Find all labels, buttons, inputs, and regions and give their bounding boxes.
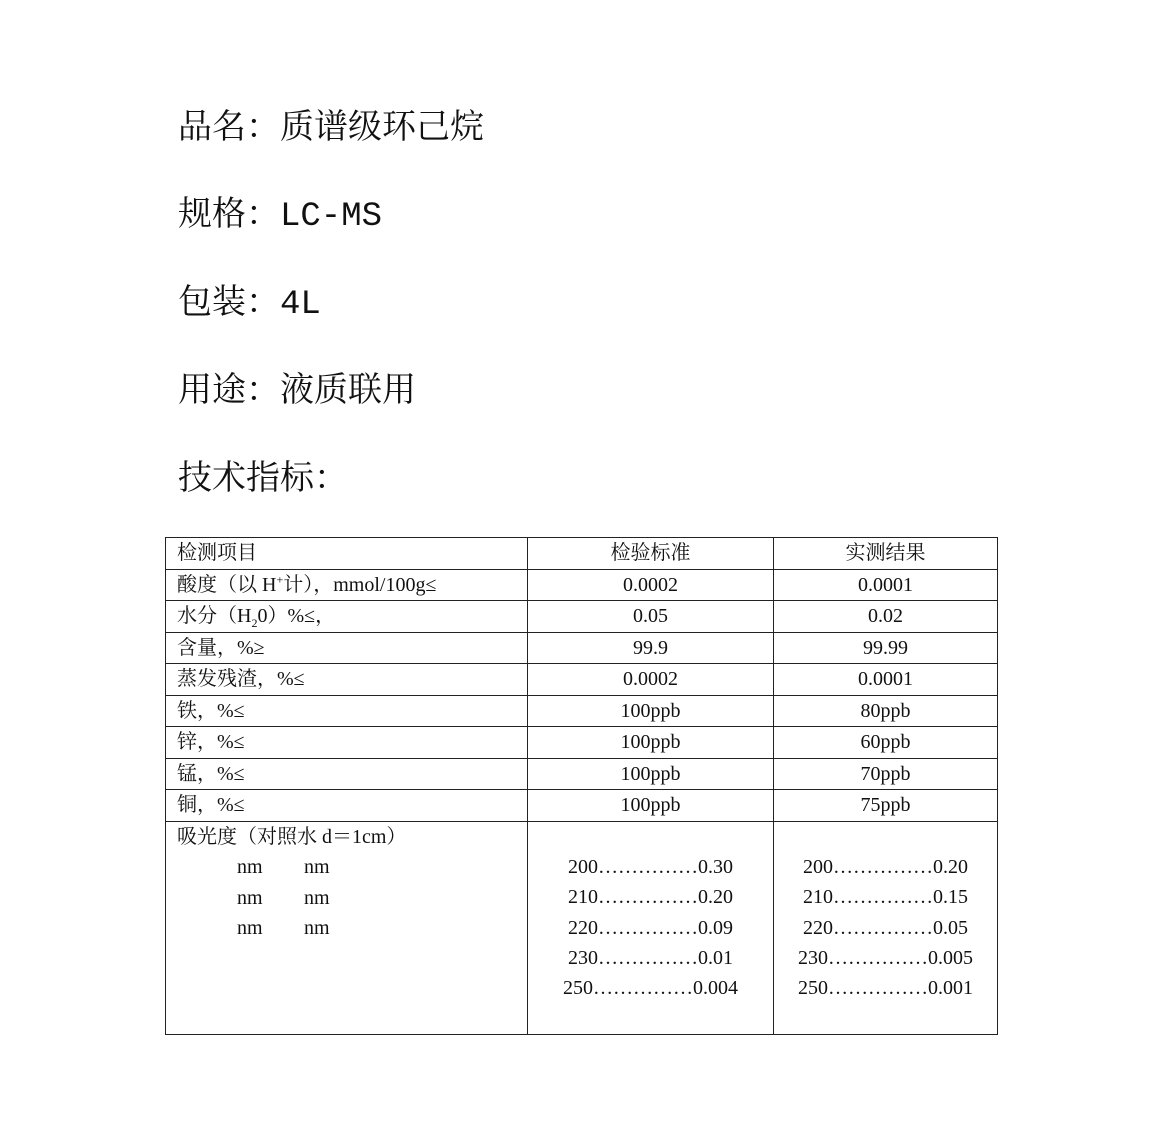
absorbance-standard-line: 210……………0.20	[568, 886, 733, 909]
absorbance-unit-line	[177, 913, 516, 944]
unit-text: nm	[237, 886, 263, 909]
unit-text: nm	[237, 917, 263, 939]
row-result: 75ppb	[774, 790, 998, 822]
row-item: 锰，%≤	[166, 758, 528, 790]
package-field	[178, 282, 321, 322]
table-row-acidity	[166, 569, 998, 601]
table-row-water	[166, 601, 998, 633]
table-row-iron	[166, 695, 998, 727]
absorbance-standard-line: 200……………0.30	[568, 856, 733, 878]
row-item: 蒸发残渣，%≤	[166, 664, 528, 696]
table-row-content	[166, 632, 998, 664]
spec-heading: 技术指标：	[178, 458, 348, 498]
row-standard: 100ppb	[528, 790, 774, 822]
absorbance-item	[166, 821, 528, 1034]
row-standard: 0.0002	[528, 664, 774, 696]
row-standard: 0.0002	[528, 569, 774, 601]
row-result: 60ppb	[774, 727, 998, 759]
unit-text: nm	[304, 886, 330, 909]
usage-label: 用途：	[178, 370, 280, 410]
absorbance-label: 吸光度（对照水 d＝1cm）	[177, 825, 407, 848]
item-text: 计），mmol/100g≤	[283, 573, 437, 596]
row-item: 铜，%≤	[166, 790, 528, 822]
row-result: 0.02	[774, 601, 998, 633]
absorbance-result	[774, 821, 998, 1034]
item-superscript: +	[276, 572, 284, 587]
specification-label: 规格：	[178, 194, 280, 234]
row-result: 80ppb	[774, 695, 998, 727]
table-row-residue	[166, 664, 998, 696]
absorbance-result-line: 200……………0.20	[803, 856, 968, 878]
row-standard: 100ppb	[528, 727, 774, 759]
row-standard: 100ppb	[528, 695, 774, 727]
row-standard: 99.9	[528, 632, 774, 664]
table-header-row	[166, 538, 998, 570]
absorbance-result-line: 210……………0.15	[803, 886, 968, 909]
specification-field	[178, 194, 382, 234]
row-item	[166, 569, 528, 601]
header-item: 检测项目	[166, 538, 528, 570]
absorbance-standard-line: 230……………0.01	[568, 946, 733, 969]
unit-text: nm	[304, 856, 330, 878]
row-item: 含量，%≥	[166, 632, 528, 664]
unit-text: nm	[304, 917, 330, 939]
table-row-copper	[166, 790, 998, 822]
header-standard: 检验标准	[528, 538, 774, 570]
header-result: 实测结果	[774, 538, 998, 570]
specification-value: LC-MS	[280, 198, 383, 236]
row-item: 铁，%≤	[166, 695, 528, 727]
row-result: 99.99	[774, 632, 998, 664]
table-row-absorbance	[166, 821, 998, 1034]
row-item	[166, 601, 528, 633]
absorbance-standard	[528, 821, 774, 1034]
spec-table	[165, 537, 998, 1035]
product-name-value: 质谱级环己烷	[280, 107, 484, 147]
row-result: 0.0001	[774, 569, 998, 601]
product-name-label: 品名：	[178, 107, 280, 147]
row-standard: 0.05	[528, 601, 774, 633]
usage-field	[178, 370, 416, 410]
table-row-zinc	[166, 727, 998, 759]
package-value: 4L	[280, 286, 321, 324]
absorbance-result-line: 220……………0.05	[803, 916, 968, 939]
item-text: 0）%≤，	[257, 605, 336, 628]
unit-text: nm	[237, 856, 263, 878]
item-text: 水分（H	[177, 605, 252, 628]
absorbance-result-line: 230……………0.005	[798, 946, 973, 969]
row-result: 0.0001	[774, 664, 998, 696]
product-name-field	[178, 107, 484, 147]
row-item: 锌，%≤	[166, 727, 528, 759]
absorbance-result-line: 250……………0.001	[798, 977, 973, 999]
row-standard: 100ppb	[528, 758, 774, 790]
item-text: 酸度（以 H	[177, 573, 277, 596]
row-result: 70ppb	[774, 758, 998, 790]
package-label: 包装：	[178, 282, 280, 322]
absorbance-standard-line: 220……………0.09	[568, 916, 733, 939]
absorbance-unit-line	[177, 883, 516, 914]
absorbance-unit-line	[177, 852, 516, 883]
item-subscript: 2	[251, 616, 258, 631]
usage-value: 液质联用	[280, 370, 416, 410]
absorbance-standard-line: 250……………0.004	[563, 977, 738, 999]
table-row-manganese	[166, 758, 998, 790]
